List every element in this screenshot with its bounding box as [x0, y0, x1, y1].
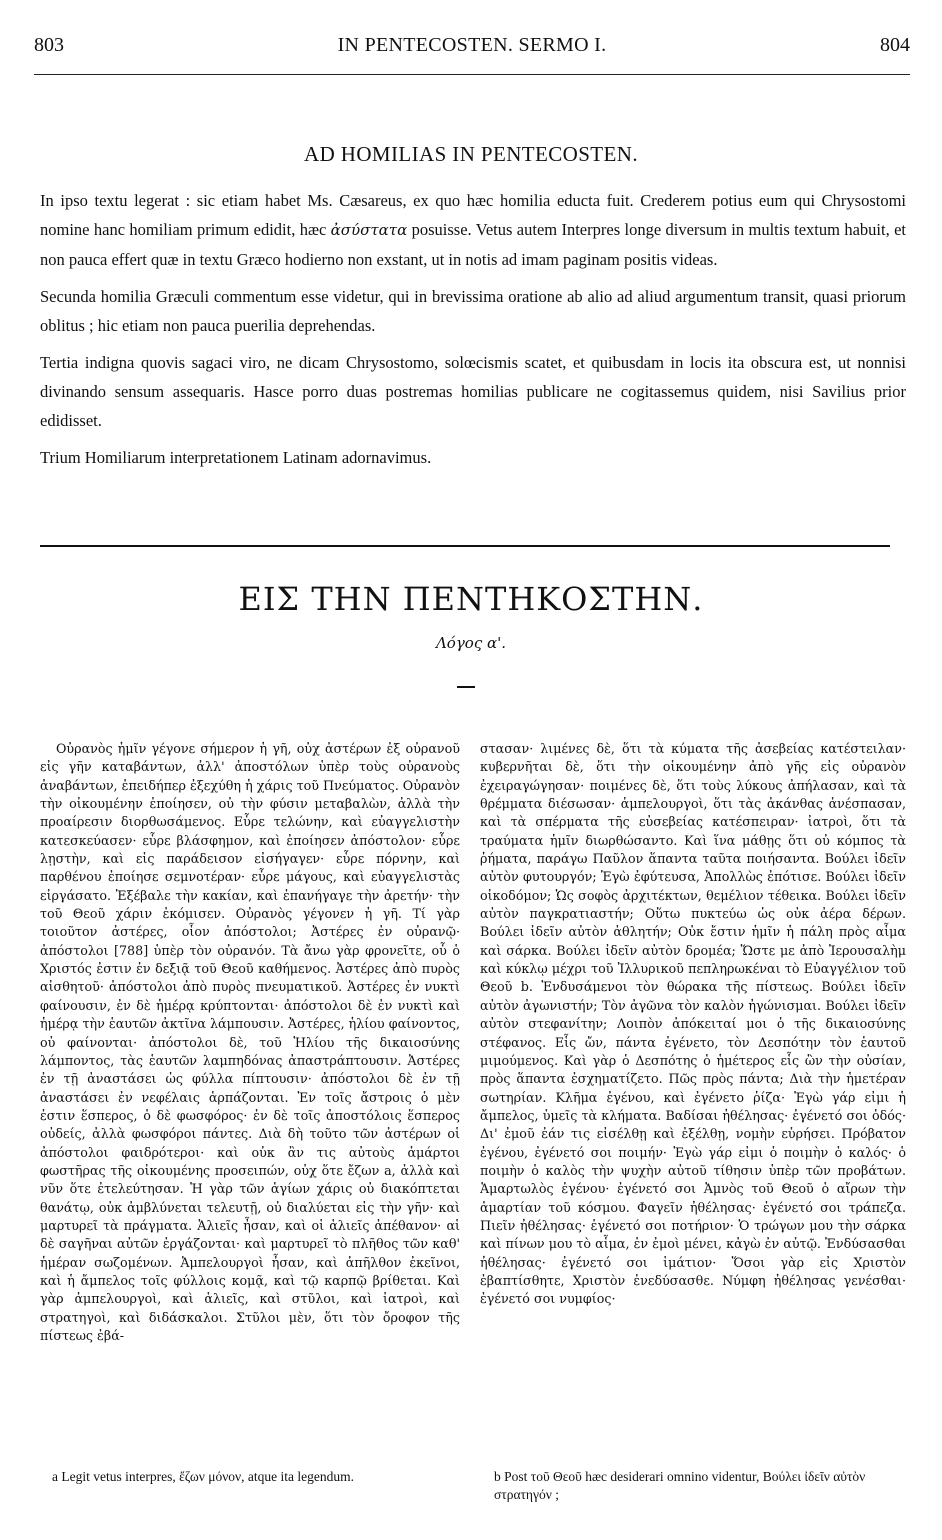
footnote-a: a Legit vetus interpres, ἔζων μόνον, atque ita legendum.: [52, 1469, 355, 1484]
preface-paragraph-3: Tertia indigna quovis sagaci viro, ne dicam Chrysostomo, solœcismis scatet, et quibusdam in locis ita obscura est, ut nonnisi divinando sensum assequaris. Hasce porro duas postremas homilias publicare ne cogitassemus quidem, nisi Savilius prior edidisset.: [40, 353, 906, 430]
homily-title: ΕΙΣ ΤΗΝ ΠΕΝΤΗΚΟΣΤΗΝ.: [238, 580, 704, 618]
text-column-left: [40, 740, 460, 1345]
homily-subtitle: Λόγος α'.: [435, 634, 507, 652]
column-right-text: στασαν· λιμένες δὲ, ὅτι τὰ κύματα τῆς ἀσεβείας κατέστειλαν· κυβερνῆται δὲ, ὅτι τὴν οἰκουμένην ἀπὸ γῆς εἰς οὐρανὸν ἐχειραγώγησαν· ποιμένες δὲ, ὅτι τοὺς λύκους ἀπήλασαν, καὶ τὰ θρέμματα διέσωσαν· ἀμπελουργοὶ, ὅτι τὰς ἀκάνθας ἀνέσπασαν, καὶ τὰ σπέρματα τῆς εὐσεβείας κατέσπειραν· ἰατροὶ, ὅτι τὰ τραύματα ἡμῖν διωρθώσαντο. Καὶ ἵνα μάθῃς ὅτι οὐ κόμπος τὰ ῥήματα, παράγω Παῦλον ἅπαντα ταῦτα ποιήσαντα. Βούλει ἰδεῖν αὐτὸν φυτουργόν; Ἐγὼ ἐφύτευσα, Ἀπολλὼς ἐπότισε. Βούλει ἰδεῖν οἰκοδόμον; Ὡς σοφὸς ἀρχιτέκτων, θεμέλιον τέθεικα. Βούλει ἰδεῖν αὐτὸν παγκρατιαστήν; Οὕτω πυκτεύω ὡς οὐκ ἀέρα δέρων. Βούλει ἰδεῖν αὐτὸν ἀθλητήν; Οὐκ ἔστιν ἡμῖν ἡ πάλη πρὸς αἷμα καὶ σάρκα. Βούλει ἰδεῖν αὐτὸν δρομέα; Ὥστε με ἀπὸ Ἱερουσαλὴμ καὶ κύκλῳ μέχρι τοῦ Ἰλλυρικοῦ πεπληρωκέναι τὸ Εὐαγγέλιον τοῦ Θεοῦ b. Ἐνδυσάμενοι τὸν θώρακα τῆς πίστεως. Βούλει ἰδεῖν αὐτὸν ἀγωνιστήν; Τὸν ἀγῶνα τὸν καλὸν ἠγώνισμαι. Βούλει ἰδεῖν αὐτὸν στεφανίτην; Λοιπὸν ἀπόκειταί μοι ὁ τῆς δικαιοσύνης στέφανος. Εἷς ὤν, πάντα ἐγένετο, τὸν Δεσπότην τὸν ἑαυτοῦ μιμούμενος. Καὶ γὰρ ὁ Δεσπότης ὁ ἡμέτερος εἷς ὢν τὴν οὐσίαν, πρὸς ἅπαντα ἐσχηματίζετο. Πῶς πρὸς πάντα; Διὰ τὴν ἡμετέραν σωτηρίαν. Κλῆμα ἐγένου, καὶ ἐγένετο ῥίζα· Ἐγὼ γάρ εἰμι ἡ ἄμπελος, ὑμεῖς τὰ κλήματα. Βαδίσαι ἠθέλησας· ἐγένετό σοι ὁδός· Δι' ἐμοῦ ἐάν τις εἰσέλθῃ καὶ ἐξέλθῃ, νομὴν εὑρήσει. Πρόβατον ἐγένου, ἐγένετό σοι ποιμήν· Ἐγὼ γάρ εἰμι ὁ ποιμὴν ὁ καλός· ὁ ποιμὴν ὁ καλὸς τὴν ψυχὴν αὐτοῦ τίθησιν ὑπὲρ τῶν προβάτων. Ἁμαρτωλὸς ἐγένου· ἐγένετό σοι Ἀμνὸς τοῦ Θεοῦ ὁ αἴρων τὴν ἁμαρτίαν τοῦ κόσμου. Φαγεῖν ἠθέλησας· ἐγένετό σοι τράπεζα. Πιεῖν ἠθέλησας· ἐγένετό σοι ποτήριον· Ὁ τρώγων μου τὴν σάρκα καὶ πίνων μου τὸ αἷμα, ἐν ἐμοὶ μένει, κἀγὼ ἐν αὐτῷ. Ἐνδύσασθαι ἠθέλησας· ἐγένετό σοι ἱμάτιον· Ὅσοι γὰρ εἰς Χριστὸν ἐβαπτίσθητε, Χριστὸν ἐνεδύσασθε. Νύμφη ἠθέλησας γενέσθαι· ἐγένετό σοι νυμφίος·: [480, 741, 906, 1307]
page-number-right: 804: [880, 34, 910, 56]
section-divider: [40, 545, 890, 547]
text-column-right: [480, 740, 906, 1309]
running-title: IN PENTECOSTEN. SERMO I.: [337, 34, 607, 56]
greek-term: ἀσύστατα: [330, 221, 408, 239]
preface-text: [40, 186, 906, 480]
preface-paragraph-4: Trium Homiliarum interpretationem Latinam adornavimus.: [40, 448, 432, 467]
preface-paragraph-1: In ipso textu legerat : sic etiam habet Ms. Cæsareus, ex quo hæc homilia educta fuit. Crederem potius eum qui Chrysostomi nomine hanc homiliam primum edidit, hæc ἀσύστατα posuisse. Vetus autem Interpres longe diversum in multis textum habuit, et non pauca effert quæ in textu Græco hodierno non exstant, ut in notis ad imam paginam positis videas.: [40, 191, 906, 269]
ornament-dash: [457, 686, 475, 688]
column-left-text: Οὐρανὸς ἡμῖν γέγονε σήμερον ἡ γῆ, οὐχ ἀστέρων ἐξ οὐρανοῦ εἰς γῆν καταβάντων, ἀλλ' ἀποστόλων ὑπὲρ τοὺς οὐρανοὺς ἀναβάντων, ἐπειδήπερ ἐξεχύθη ἡ χάρις τοῦ Πνεύματος. Οὐρανὸν τὴν οἰκουμένην ἐποίησεν, οὐ τὴν φύσιν μεταβαλὼν, ἀλλὰ τὴν προαίρεσιν διορθωσάμενος. Εὗρε τελώνην, καὶ εὐαγγελιστὴν κατεσκεύασεν· εὗρε βλάσφημον, καὶ ἐποίησεν ἀπόστολον· εὗρε λῃστὴν, καὶ εἰς παράδεισον εἰσήγαγεν· εὗρε πόρνην, καὶ παρθένου ἐποίησε σεμνοτέραν· εὗρε μάγους, καὶ εὐαγγελιστὰς εἰργάσατο. Ἐξέβαλε τὴν κακίαν, καὶ ἐπανήγαγε τὴν ἀρετήν· τὴν τοῦ Θεοῦ χάριν ἐκόμισεν. Οὐρανὸς γέγονεν ἡ γῆ. Τί γὰρ τοιοῦτον ἀστέρες, οἷον ἀπόστολοι; Ἀστέρες ἐν οὐρανῷ· ἀπόστολοι [788] ὑπὲρ τὸν οὐρανόν. Τὰ ἄνω γὰρ φρονεῖτε, οὗ ὁ Χριστός ἐστιν ἐν δεξιᾷ τοῦ Θεοῦ καθήμενος. Ἀστέρες ἀπὸ πυρὸς αἰσθητοῦ· ἀπόστολοι ἀπὸ πυρὸς πνευματικοῦ. Ἀστέρες ἐν νυκτὶ φαίνουσιν, ἐν δὲ ἡμέρᾳ κρύπτονται· ἀπόστολοι δὲ ἐν νυκτὶ καὶ ἡμέρᾳ τὴν ἑαυτῶν ἀκτῖνα λάμπουσιν. Ἀστέρες, ἡλίου φαίνοντος, οὐ φαίνονται· ἀπόστολοι δὲ, τοῦ Ἡλίου τῆς δικαιοσύνης λάμποντος, τὰς ἑαυτῶν λαμπηδόνας ἀπαστράπτουσιν. Ἀστέρες ἐν τῇ ἀναστάσει ὡς φύλλα πίπτουσιν· ἀπόστολοι δὲ ἐν τῇ ἀναστάσει ἐν νεφέλαις ἁρπάζονται. Ἐν τοῖς ἄστροις ὁ μὲν ἐστιν ἕσπερος, ὁ δὲ φωσφόρος· ἐν δὲ τοῖς ἀποστόλοις ἕσπερος οὐδείς, ἀλλὰ φωσφόροι πάντες. Διὰ δὴ τοῦτο τῶν ἀστέρων οἱ ἀπόστολοι φαιδρότεροι· καὶ οὐκ ἂν τις αὐτοὺς ἁμάρτοι φωστῆρας τῆς οἰκουμένης προσειπών, οὐχ ὅτε ἔζων a, ἀλλὰ καὶ νῦν ὅτε ἐτελεύτησαν. Ἡ γὰρ τῶν ἁγίων χάρις οὐ διακόπτεται θανάτῳ, οὐκ ἀμβλύνεται τελευτῇ, οὐ διαλύεται εἰς τὴν γῆν· καὶ μαρτυρεῖ τὰ πράγματα. Ἁλιεῖς ἦσαν, καὶ οἱ ἁλιεῖς ἀπέθανον· αἱ δὲ σαγῆναι αὐτῶν ἐργάζονται· καὶ μαρτυρεῖ τὸ πλῆθος τῶν καθ' ἡμέραν σωζομένων. Ἀμπελουργοὶ ἦσαν, καὶ ἀπῆλθον ἐκεῖνοι, καὶ ἡ ἄμπελος τοῖς φύλλοις κομᾷ, καὶ τῷ καρπῷ βρίθεται. Καὶ γὰρ ἀμπελουργοὶ, καὶ ἁλιεῖς, καὶ στῦλοι, καὶ ἰατροὶ, καὶ στρατηγοὶ, καὶ διδάσκαλοι. Στῦλοι μὲν, ὅτι τὸν ὄροφον τῆς πίστεως ἐβά-: [40, 741, 460, 1343]
page-header: [34, 34, 910, 60]
footnote-b: b Post τοῦ Θεοῦ hæc desiderari omnino videntur, Βούλει ἰδεῖν αὐτὸν στρατηγόν ;: [494, 1469, 866, 1502]
preface-title: AD HOMILIAS IN PENTECOSTEN.: [304, 142, 638, 166]
page-number-left: 803: [34, 34, 64, 56]
preface-paragraph-2: Secunda homilia Græculi commentum esse videtur, qui in brevissima oratione ab alio ad aliud argumentum transit, quasi priorum oblitus ; hic etiam non pauca puerilia deprehendas.: [40, 287, 906, 335]
header-rule: [34, 74, 910, 75]
